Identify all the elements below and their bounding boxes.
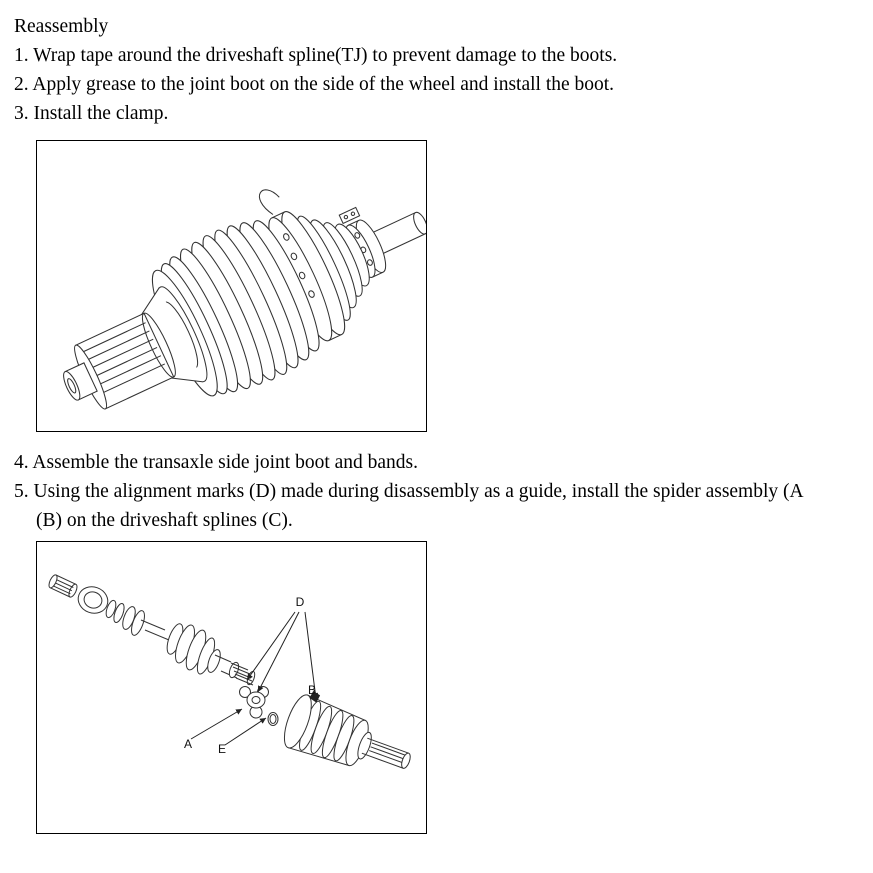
step-3: 3. Install the clamp.	[14, 103, 169, 124]
spider-assembly-illustration	[37, 542, 426, 833]
label-b: B	[308, 683, 317, 697]
figure-spider-assembly	[36, 541, 427, 834]
step-4: 4. Assemble the transaxle side joint boot and bands.	[14, 452, 419, 473]
step-1: 1. Wrap tape around the driveshaft spline(TJ) to prevent damage to the boots.	[14, 45, 618, 66]
label-d: D	[295, 595, 305, 609]
label-e: E	[218, 742, 227, 756]
step-5-line2: (B) on the driveshaft splines (C).	[36, 510, 293, 531]
step-5-line1: 5. Using the alignment marks (D) made during disassembly as a guide, install the spider assembly (A	[14, 481, 804, 502]
driveshaft-clamp-illustration	[37, 141, 426, 431]
step-2: 2. Apply grease to the joint boot on the side of the wheel and install the boot.	[14, 74, 615, 95]
label-a: A	[184, 737, 193, 751]
figure-clamp-install	[36, 140, 427, 432]
page-title: Reassembly	[14, 16, 109, 37]
